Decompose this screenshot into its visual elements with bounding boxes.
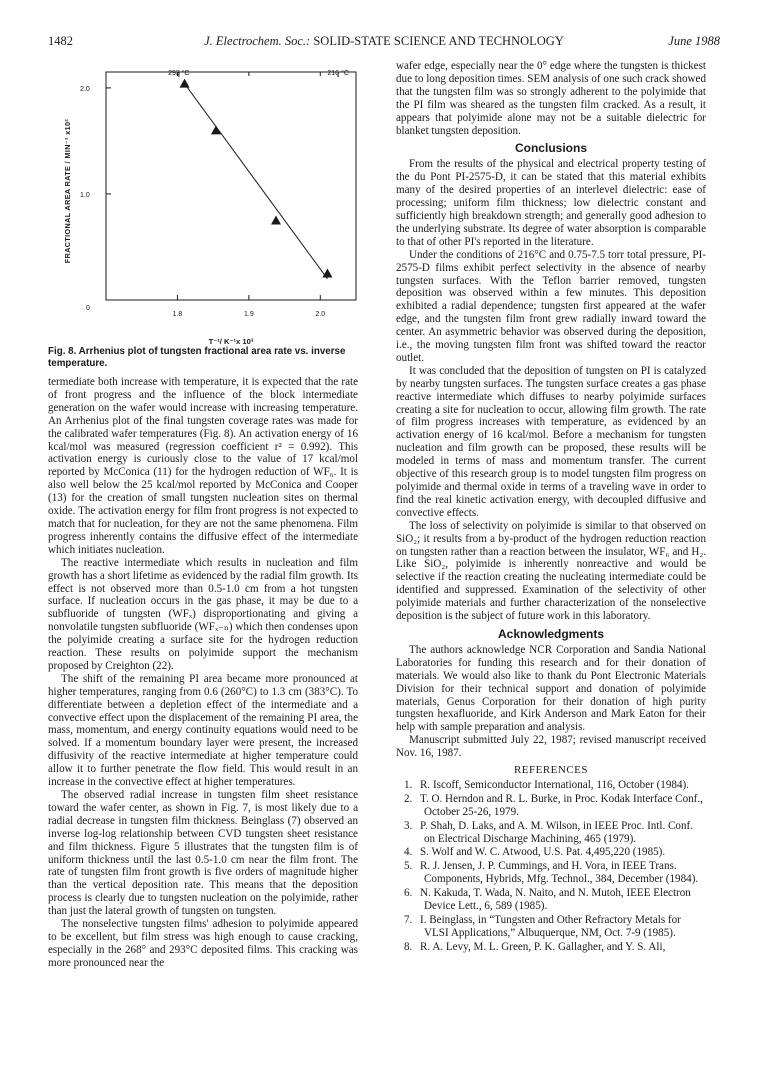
- paragraph: The authors acknowledge NCR Corporation and Sandia National Laboratories for funding this research and for their donation of materials. We would also like to thank du Pont Electronic Materials Division for their technical support and donation of polyimide materials, Genus Corporation for their donation of high purity tungsten hexafluoride, and Kirk Anderson and Mark Eaton for their help with sample preparation and analysis.: [396, 643, 706, 734]
- data-point-triangle: [271, 215, 281, 224]
- x-axis-label: T⁻¹/ K⁻¹x 10³: [208, 337, 254, 345]
- paragraph: It was concluded that the deposition of tungsten on PI is catalyzed by nearby tungsten surfaces. The tungsten surface creates a gas phase reactive intermediate which diffuses to nearby polyimide surfaces creating a site for nucleation to occur, allowing film growth. The rate of film progress increases with temperature, as evidenced by an activation energy of 16 kcal/mol. Before a mechanism for tungsten nucleation and film growth can be proposed, these results will be modeled in terms of mass and momentum transfer. The current objective of this research group is to model tungsten film progress on polyimide and thermal oxide in terms of a traveling wave in order to find the real kinetic activation energy, with decoupled diffusive and convective effects.: [396, 364, 706, 519]
- issue-date: June 1988: [668, 34, 720, 48]
- reference-text: I. Beinglass, in “Tungsten and Other Refractory Metals for VLSI Applications,” Albuquerque, NM, Oct. 7-9 (1985).: [420, 914, 681, 939]
- left-column-body: [48, 376, 358, 970]
- paragraph: Under the conditions of 216°C and 0.75-7.5 torr total pressure, PI-2575-D films exhibit perfect selectivity in the absence of nearby tungsten surfaces. With the Teflon barrier removed, tungsten deposition was observed within a few minutes. This deposition exhibited a radial dependence; tungsten first appeared at the wafer edge, and the tungsten film front grew radially inward toward the center. An asymmetric behavior was observed during the deposition, i.e., the moving tungsten film front was shifted toward the reactor outlet.: [396, 248, 706, 364]
- acknowledgments-heading: Acknowledgments: [497, 626, 605, 641]
- temp-label: 216 °C: [327, 70, 349, 77]
- reference-number: 5.: [404, 860, 413, 873]
- right-column-body: [396, 60, 706, 955]
- reference-item: [396, 941, 706, 954]
- reference-item: [396, 793, 706, 819]
- temp-label: 293 °C: [168, 70, 190, 77]
- reference-number: 4.: [404, 846, 413, 859]
- reference-text: R. Iscoff, Semiconductor International, 116, October (1984).: [420, 778, 689, 791]
- paragraph: Manuscript submitted July 22, 1987; revised manuscript received Nov. 16, 1987.: [396, 734, 706, 760]
- reference-list: [396, 779, 706, 954]
- reference-item: [396, 846, 706, 859]
- paragraph: The loss of selectivity on polyimide is similar to that observed on SiO₂; it results from a by-product of the hydrogen reduction reaction on tungsten rather than a reaction between the insulator, WF₆ and H₂. Like SiO₂, polyimide is inherently nonreactive and would be selective if the reaction creating the nucleating intermediate could be identified and suppressed. Examination of the selectivity of other polyimide materials and further characterization of the nonselective deposition is the subject of future work in this laboratory.: [396, 519, 706, 623]
- reference-number: 2.: [404, 792, 413, 805]
- x-tick-label: 2.0: [315, 311, 326, 318]
- running-header: [48, 34, 720, 52]
- journal-section: SOLID-STATE SCIENCE AND TECHNOLOGY: [310, 34, 564, 48]
- paragraph: The nonselective tungsten films' adhesion to polyimide appeared to be excellent, but film stress was high enough to cause cracking, especially in the 268° and 293°C deposited films. This cracking was more pronounced near the: [48, 918, 358, 969]
- y-tick-label: 0: [86, 305, 90, 312]
- paragraph: The reactive intermediate which results in nucleation and film growth has a short lifetime as evidenced by the radial film growth. Its effect is not observed more than 0.5-1.0 cm from a hot tungsten surface. If nucleation occurs in the gas phase, it may be due to a subfluoride of tungsten (WFₓ) disproportionating and giving a nonvolatile tungsten subfluoride (WFₓ₋ₙ) which then condenses upon the polyimide creating a surface site for the hydrogen reduction reaction. These results on polyimide support the mechanism proposed by Creighton (22).: [48, 556, 358, 672]
- caption-label: Fig. 8.: [48, 346, 77, 357]
- page-number: 1482: [48, 34, 73, 48]
- reference-number: 7.: [404, 914, 413, 926]
- paragraph: From the results of the physical and electrical property testing of the du Pont PI-2575-D, it can be stated that this material exhibits many of the desired properties of an interlevel dielectric: ease of processing; uniform film thickness; low dielectric constant and sufficiently high breakdown strength; and generally good adhesion to the underlying substrate. Its degree of water absorption is comparable to that of other PI's reported in the literature.: [396, 158, 706, 248]
- reference-text: T. O. Herndon and R. L. Burke, in Proc. Kodak Interface Conf., October 25-26, 1979.: [420, 792, 703, 818]
- paragraph: wafer edge, especially near the 0° edge where the tungsten is thickest due to long deposition times. SEM analysis of one such crack showed that the tungsten film was so strongly adherent to the polyimide that the PI film was sheared as the tungsten film cracked. As a result, it appears that polyimide alone may not be a suitable dielectric for blanket tungsten deposition.: [396, 60, 706, 137]
- regression-line: [185, 84, 328, 279]
- reference-text: R. A. Levy, M. L. Green, P. K. Gallagher, and Y. S. Ali,: [420, 940, 666, 953]
- paragraph: termediate both increase with temperature, it is expected that the rate of front progress and the influence of the block intermediate generation on the wafer would increase with increasing temperature. An Arrhenius plot of the final tungsten coverage rates was made for the calibrated wafer temperatures (Fig. 8). An activation energy of 16 kcal/mol was measured (regression coefficient r² = 0.992). This activation energy is curiously close to the value of 17 kcal/mol reported by McConica (11) for the hydrogen reduction of WF₆. It is also well below the 25 kcal/mol reported by McConica and Cooper (13) for the creation of small tungsten nucleation sites on thermal oxide. The activation energy for film front progress is not expected to match that for nucleation, for they are not the same phenomena. Film progress inherently contains the diffusive effect of the intermediate which initiates nucleation.: [48, 376, 358, 556]
- reference-number: 6.: [404, 887, 413, 900]
- reference-number: 8.: [404, 940, 413, 953]
- data-point-triangle: [180, 79, 190, 88]
- reference-text: S. Wolf and W. C. Atwood, U.S. Pat. 4,495,220 (1985).: [420, 846, 666, 859]
- reference-item: [396, 887, 706, 913]
- reference-item: [396, 860, 706, 886]
- reference-number: 3.: [404, 819, 413, 832]
- y-tick-label: 2.0: [80, 85, 90, 93]
- x-tick-label: 1.9: [243, 311, 254, 318]
- data-point-triangle: [211, 125, 221, 134]
- references-heading: REFERENCES: [513, 764, 589, 777]
- journal-title: [48, 34, 720, 49]
- figure-caption: [48, 346, 358, 370]
- journal-name: J. Electrochem. Soc.:: [204, 34, 311, 48]
- reference-item: [396, 820, 706, 846]
- reference-item: [396, 914, 706, 940]
- caption-text: Arrhenius plot of tungsten fractional area rate vs. inverse temperature.: [48, 346, 346, 369]
- reference-text: P. Shah, D. Laks, and A. M. Wilson, in IEEE Proc. Intl. Conf. on Electrical Discharge Machining, 465 (1979).: [420, 819, 693, 845]
- reference-number: 1.: [404, 778, 413, 791]
- y-tick-label: 1.0: [80, 191, 90, 199]
- data-point-triangle: [322, 268, 332, 277]
- reference-text: N. Kakuda, T. Wada, N. Naito, and N. Mutoh, IEEE Electron Device Lett., 6, 589 (1985).: [420, 887, 691, 913]
- reference-text: R. J. Jensen, J. P. Cummings, and H. Vora, in IEEE Trans. Components, Hybrids, Mfg. Technol., 384, December (1984).: [420, 860, 699, 886]
- paragraph: The observed radial increase in tungsten film sheet resistance toward the wafer center, as shown in Fig. 7, is most likely due to a radial decrease in tungsten film thickness. Beinglass (7) observed an inverse log-log relationship between CVD tungsten sheet resistance and film thickness. Figure 5 illustrates that the tungsten film is of uniform thickness until the last 0.5-1.0 cm near the film front. The rate of tungsten film front growth is five orders of magnitude higher than the vertical deposition rate. This means that the deposition process is clearly due to tungsten nucleation on the polyimide, rather than just the lateral growth of tungsten on tungsten.: [48, 789, 358, 918]
- y-axis-label: FRACTIONAL AREA RATE / MIN⁻¹ x10²: [63, 118, 72, 264]
- figure-8: [48, 60, 368, 360]
- x-tick-label: 1.8: [172, 311, 183, 318]
- conclusions-heading: Conclusions: [514, 141, 587, 156]
- reference-item: [396, 779, 706, 792]
- paragraph: The shift of the remaining PI area became more pronounced at higher temperatures, ranging from 0.6 (260°C) to 1.3 cm (383°C). To differentiate between a depletion effect of the intermediate and a convective effect upon the displacement of the remaining PI area, the mass, momentum, and energy continuity equations would need to be solved. If a momentum boundary layer were present, the increased diffusivity of the reactive intermediate at higher temperature could allow it to further penetrate the flow field. This would result in an increase in the convective effect at higher temperatures.: [48, 672, 358, 789]
- arrhenius-plot: [48, 60, 368, 345]
